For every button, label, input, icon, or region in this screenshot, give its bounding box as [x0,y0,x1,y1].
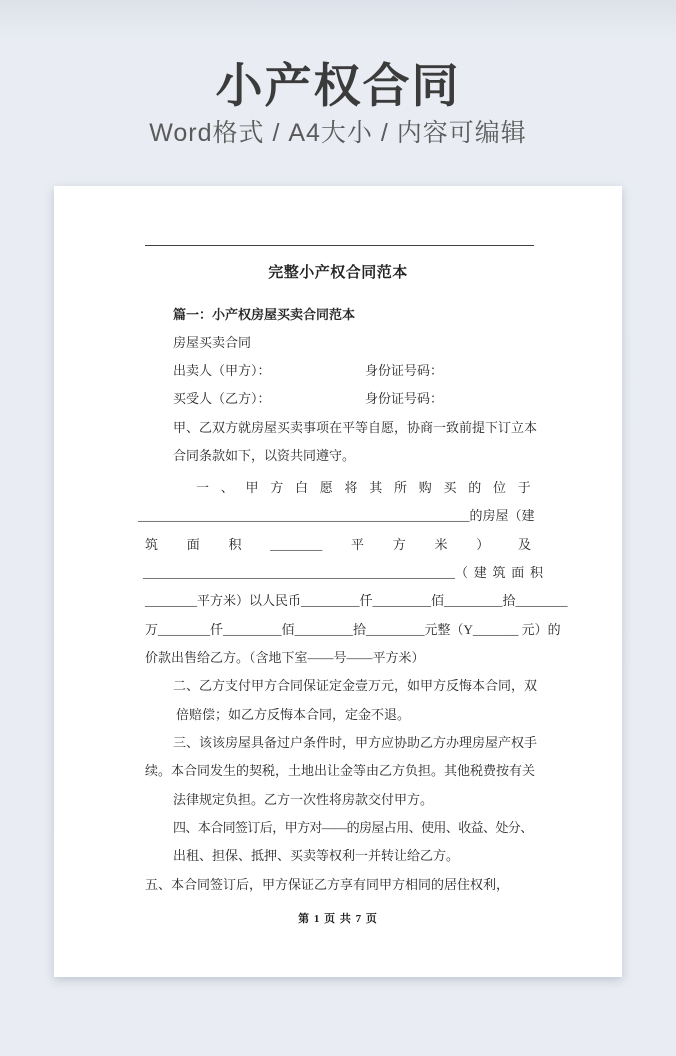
page-number-footer: 第 1 页 共 7 页 [298,913,378,925]
doc-line: 法律规定负担。乙方一次性将房款交付甲方。 [173,792,434,807]
doc-line: 出租、担保、抵押、买卖等权利一并转让给乙方。 [173,848,460,863]
doc-line-clause-4: 四、本合同签订后，甲方对——的房屋占用、使用、收益、处分、 [173,820,533,835]
doc-divider-line [145,245,534,246]
doc-line-area: 筑 面 积 ________ 平 方 米 ） 及 [145,537,532,552]
doc-line-blank: ___________________________________________________的房屋（建 [138,508,535,523]
document-page [54,186,622,977]
seller-id-label: 身份证号码： [365,363,444,378]
doc-line-section-heading: 篇一：小产权房屋买卖合同范本 [173,307,356,322]
doc-line-price: 万________仟_________佰_________拾_________元整（Y_______ 元）的 [145,622,561,637]
page-title: 小产权合同 [215,59,461,112]
page-subtitle: Word格式 / A4大小 / 内容可编辑 [149,119,527,147]
doc-line-blank: ________________________________________________（ 建 筑 面 积 [143,565,543,580]
doc-line-buyer [173,389,444,409]
doc-line: 合同条款如下，以资共同遵守。 [173,448,356,463]
doc-line-clause-2: 二、乙方支付甲方合同保证定金壹万元，如甲方反悔本合同，双 [173,678,538,693]
doc-line-seller [173,361,444,381]
doc-line-price: ________平方米）以人民币_________仟_________佰_________拾________ [145,593,568,608]
buyer-label: 买受人（乙方）： [173,391,271,406]
doc-line-clause-3: 三、该该房屋具备过户条件时，甲方应协助乙方办理房屋产权手 [173,735,538,750]
seller-label: 出卖人（甲方）： [173,363,271,378]
doc-line: 倍赔偿；如乙方反悔本合同，定金不退。 [176,707,411,722]
doc-title: 完整小产权合同范本 [268,265,408,281]
doc-line-clause-5: 五、本合同签订后，甲方保证乙方享有同甲方相同的居住权利， [145,877,510,892]
doc-line: 价款出售给乙方。（含地下室——号——平方米） [145,650,425,665]
doc-line-contract-name: 房屋买卖合同 [173,335,252,350]
doc-line: 甲、乙双方就房屋买卖事项在平等自愿，协商一致前提下订立本 [173,420,538,435]
doc-line: 续。本合同发生的契税，土地出让金等由乙方负担。其他税费按有关 [145,763,536,778]
doc-line-clause-1: 一 、 甲 方 白 愿 将 其 所 购 买 的 位 于 [196,480,531,495]
buyer-id-label: 身份证号码： [365,391,444,406]
